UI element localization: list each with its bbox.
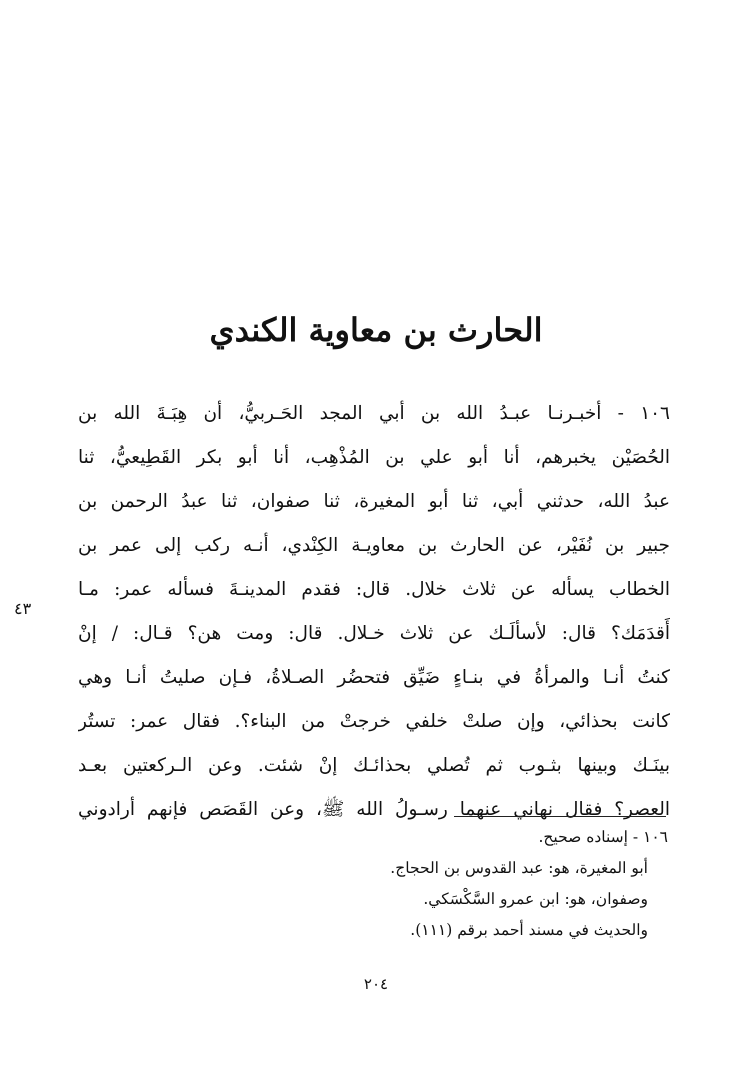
text-line: أَقدَمَك؟ قال: لأسألَـك عن ثلاث خـلال. قال: ومت هن؟ قـال: / إنْ [78, 623, 670, 644]
footnote-line: أبو المغيرة، هو: عبد القدوس بن الحجاج. [390, 859, 648, 877]
margin-volume-page-number: ٤٣ [14, 599, 32, 618]
text-line: بينَـك وبينها بثـوب ثم تُصلي بحذائـك إنْ شئت. وعن الـركعتين بعـد [78, 755, 670, 776]
footnote-line: وصفوان، هو: ابن عمرو السَّكْسَكي. [423, 890, 648, 908]
text-line: الحُصَيْن يخبرهم، أنا أبو علي بن المُذْهِب، أنا أبو بكر القَطِيعيُّ، ثنا [78, 447, 670, 468]
text-line: عبدُ الله، حدثني أبي، ثنا أبو المغيرة، ثنا صفوان، ثنا عبدُ الرحمن بن [78, 491, 670, 512]
footnote-separator [454, 816, 666, 817]
text-line: جبير بن نُفَيْر، عن الحارث بن معاويـة الكِنْدي، أنـه ركب إلى عمر بن [78, 535, 670, 556]
text-line: كانت بحذائي، وإن صلتْ خلفي خرجتْ من البناء؟. فقال عمر: تستُر [78, 711, 670, 732]
text-line: كنتُ أنـا والمرأةُ في بنـاءٍ ضَيِّق فتحضُر الصـلاةُ، فـإن صليتُ أنـا وهي [78, 667, 670, 688]
footnote-line: والحديث في مسند أحمد برقم (١١١). [410, 921, 648, 939]
footnotes [120, 822, 668, 946]
text-line: الخطاب يسأله عن ثلاث خلال. قال: فقدم المدينـةَ فسأله عمر: مـا [78, 579, 670, 600]
page-number: ٢٠٤ [363, 975, 389, 993]
text-line: ١٠٦ - أخبـرنـا عبـدُ الله بن أبي المجد الحَـربيُّ، أن هِبَـةَ الله بن [78, 403, 670, 424]
footnote-line: ١٠٦ - إسناده صحيح. [538, 828, 668, 846]
hadith-text [78, 392, 670, 832]
text-line: العصر؟ فقال نهاني عنهما رسـولُ الله ﷺ، وعن القَصَص فإنهم أرادوني [78, 799, 670, 820]
chapter-title: الحارث بن معاوية الكندي [209, 311, 543, 349]
